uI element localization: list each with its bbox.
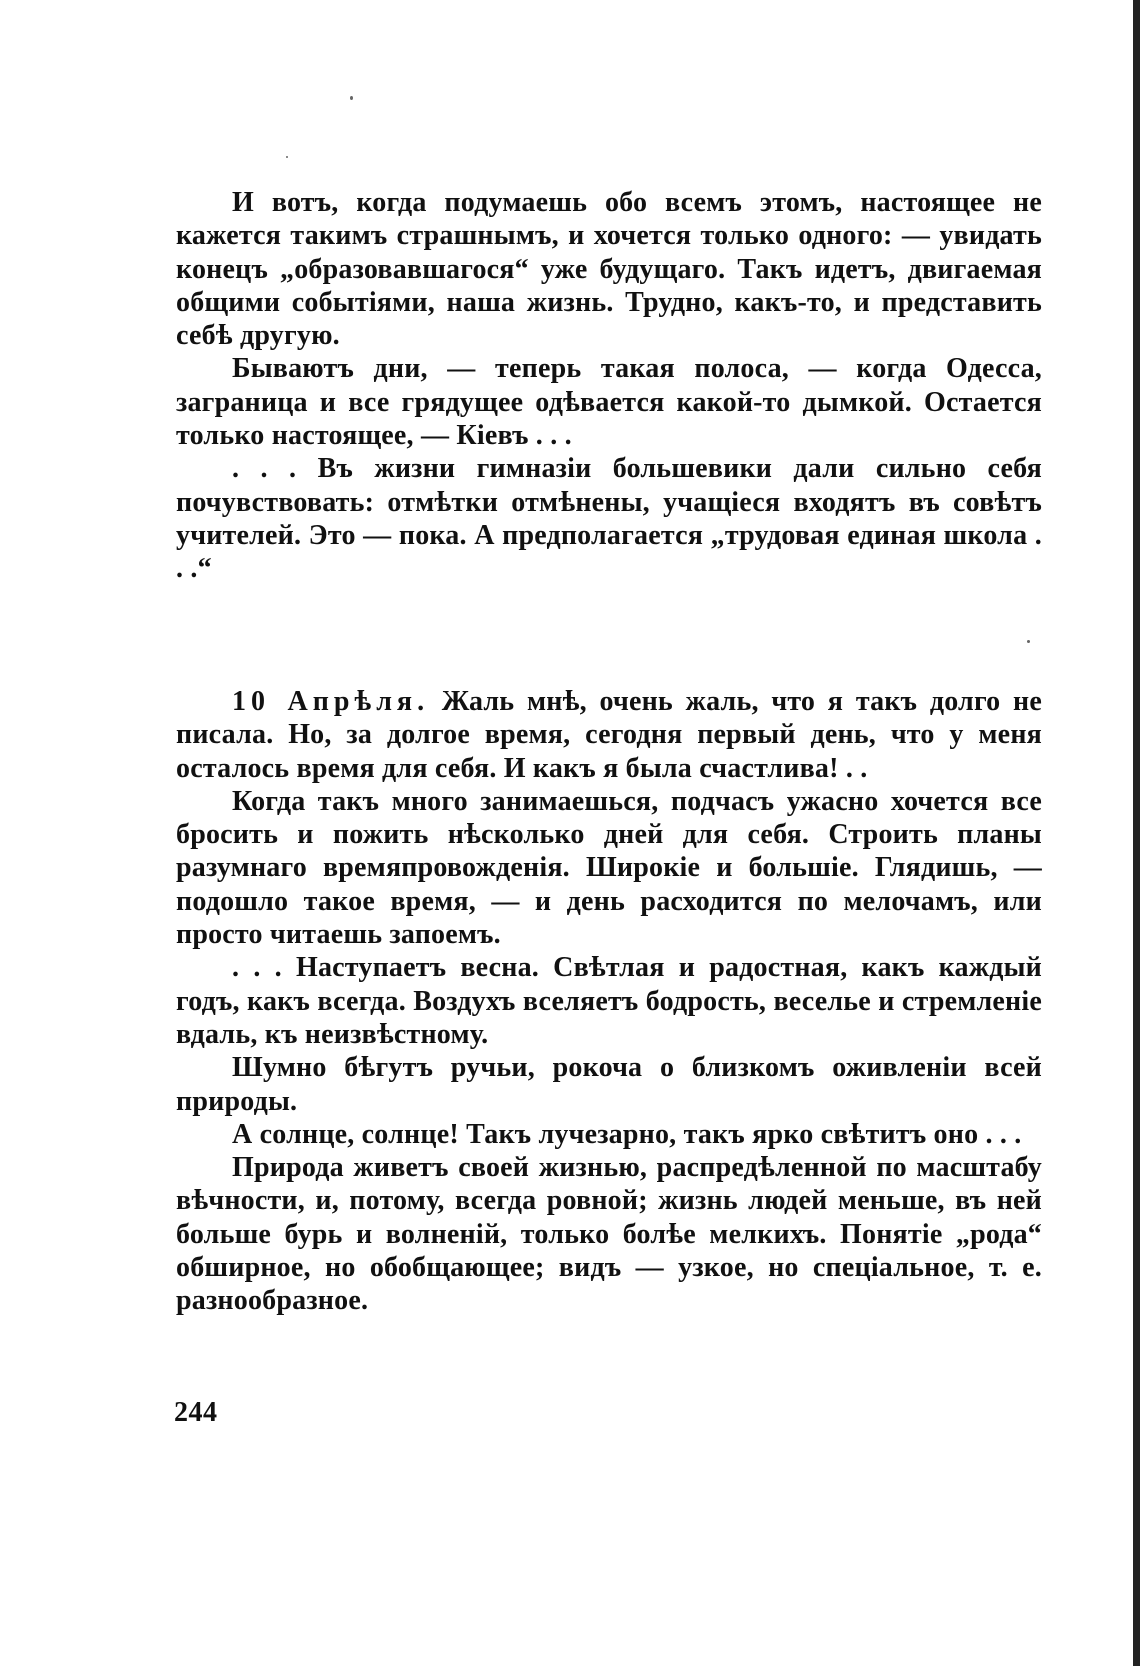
print-speck — [286, 156, 288, 158]
paragraph: Бываютъ дни, — теперь такая полоса, — когда Одесса, заграница и все грядущее одѣвается какой-то дымкой. Остается только настоящее, — Кіевъ . . . — [176, 353, 1042, 452]
page-number: 244 — [174, 1397, 218, 1428]
entry-first-paragraph-text: Жаль мнѣ, очень жаль, что я такъ долго не писала. Но, за долгое время, сегодня первый день, что у меня осталось время для себя. И какъ я была счастлива! . . — [176, 686, 1043, 784]
paragraph: Шумно бѣгутъ ручьи, рокоча о близкомъ оживленіи всей природы. — [176, 1052, 1042, 1117]
entry-date: 10 Апрѣля. — [232, 686, 430, 717]
print-speck — [1027, 640, 1030, 643]
paragraph: . . . Наступаетъ весна. Свѣтлая и радостная, какъ каждый годъ, какъ всегда. Воздухъ вселяетъ бодрость, веселье и стремленіе вдаль, къ неизвѣстному. — [176, 952, 1042, 1050]
paragraph: А солнце, солнце! Такъ лучезарно, такъ ярко свѣтитъ оно . . . — [232, 1118, 1022, 1150]
paragraph: И вотъ, когда подумаешь обо всемъ этомъ, настоящее не кажется такимъ страшнымъ, и хочется только одного: — увидать конецъ „образовавшагося“ уже будущаго. Такъ идетъ, двигаемая общими событіями, наша жизнь. Трудно, какъ-то, и представить себѣ другую. — [176, 187, 1042, 352]
diary-entry-april-10 — [176, 685, 1042, 1318]
page-edge-shadow — [1133, 0, 1140, 1666]
paragraph: Когда такъ много занимаешься, подчасъ ужасно хочется все бросить и пожить нѣсколько дней для себя. Строить планы разумнаго времяпровожденія. Широкіе и большіе. Глядишь, — подошло такое время, — и день расходится по мелочамъ, или просто читаешь запоемъ. — [176, 785, 1042, 951]
diary-entry-continued — [176, 186, 1042, 586]
paragraph — [176, 685, 1042, 785]
paragraph: Природа живетъ своей жизнью, распредѣленной по масштабу вѣчности, и, потому, всегда ровной; жизнь людей меньше, въ ней больше бурь и волненій, только болѣе мелкихъ. Понятіе „рода“ обширное, но обобщающее; видъ — узкое, но спеціальное, т. е. разнообразное. — [176, 1152, 1042, 1317]
print-speck — [350, 96, 353, 100]
paragraph: . . . Въ жизни гимназіи большевики дали сильно себя почувствовать: отмѣтки отмѣнены, учащіеся входятъ въ совѣтъ учителей. Это — пока. А предполагается „трудовая единая школа . . .“ — [176, 453, 1042, 585]
